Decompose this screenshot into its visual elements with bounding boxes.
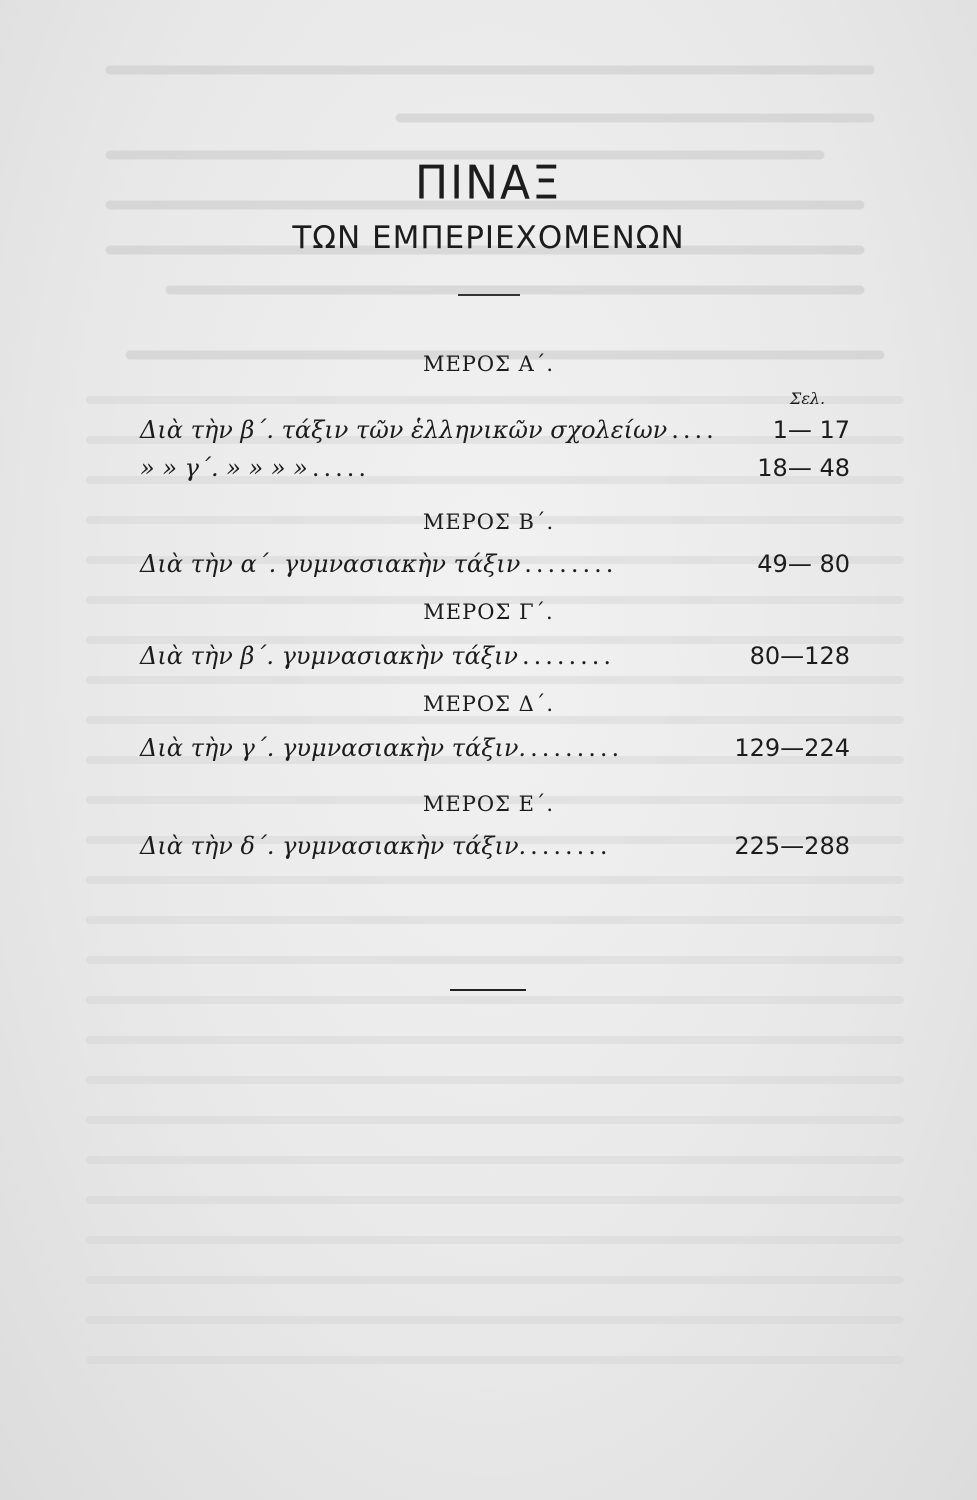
- toc-entry-pages: 80—128: [749, 642, 850, 670]
- toc-entry-leader: .......: [530, 832, 612, 860]
- toc-entry-label: Διὰ τὴν β΄. γυμνασιακὴν τάξιν: [140, 642, 518, 670]
- part-heading-e: ΜΕΡΟΣ Ε΄.: [422, 792, 555, 816]
- toc-entry-leader: ....: [671, 416, 718, 444]
- page-title: ΠΙΝΑΞ: [415, 156, 562, 211]
- toc-entry-leader: ........: [521, 642, 615, 670]
- part-heading-a: ΜΕΡΟΣ Α΄.: [422, 352, 555, 376]
- toc-entry: [140, 832, 850, 868]
- toc-entry-label: Διὰ τὴν δ΄. γυμνασιακὴν τάξιν.: [140, 832, 527, 860]
- toc-entry-leader: .....: [311, 454, 371, 482]
- toc-entry-pages: 49— 80: [757, 550, 850, 578]
- toc-entry-label: Διὰ τὴν α΄. γυμνασιακὴν τάξιν: [140, 550, 521, 578]
- closing-rule: [450, 989, 526, 991]
- page-subtitle: ΤΩΝ ΕΜΠΕΡΙΕΧΟΜΕΝΩΝ: [292, 220, 685, 256]
- toc-entry-pages: 129—224: [734, 734, 850, 762]
- toc-entry: [140, 454, 850, 490]
- toc-entry-pages: 225—288: [734, 832, 850, 860]
- toc-entry-label: Διὰ τὴν γ΄. γυμνασιακὴν τάξιν.: [140, 734, 527, 762]
- toc-entry: [140, 642, 850, 678]
- toc-entry-pages: 18— 48: [757, 454, 850, 482]
- part-heading-b: ΜΕΡΟΣ Β΄.: [422, 510, 555, 534]
- toc-entry: [140, 550, 850, 586]
- toc-entry-label: Διὰ τὴν β΄. τάξιν τῶν ἑλληνικῶν σχολείων: [140, 416, 668, 444]
- title-underline: [458, 294, 520, 296]
- part-heading-c: ΜΕΡΟΣ Γ΄.: [423, 600, 554, 624]
- toc-entry-label: » » γ΄. » » » »: [140, 454, 308, 482]
- toc-entry-leader: ........: [530, 734, 624, 762]
- toc-entry-pages: 1— 17: [772, 416, 850, 444]
- toc-entry: [140, 416, 850, 452]
- part-heading-d: ΜΕΡΟΣ Δ΄.: [422, 692, 555, 716]
- page-column-header: Σελ.: [790, 389, 826, 408]
- toc-entry-leader: ........: [524, 550, 618, 578]
- toc-entry: [140, 734, 850, 770]
